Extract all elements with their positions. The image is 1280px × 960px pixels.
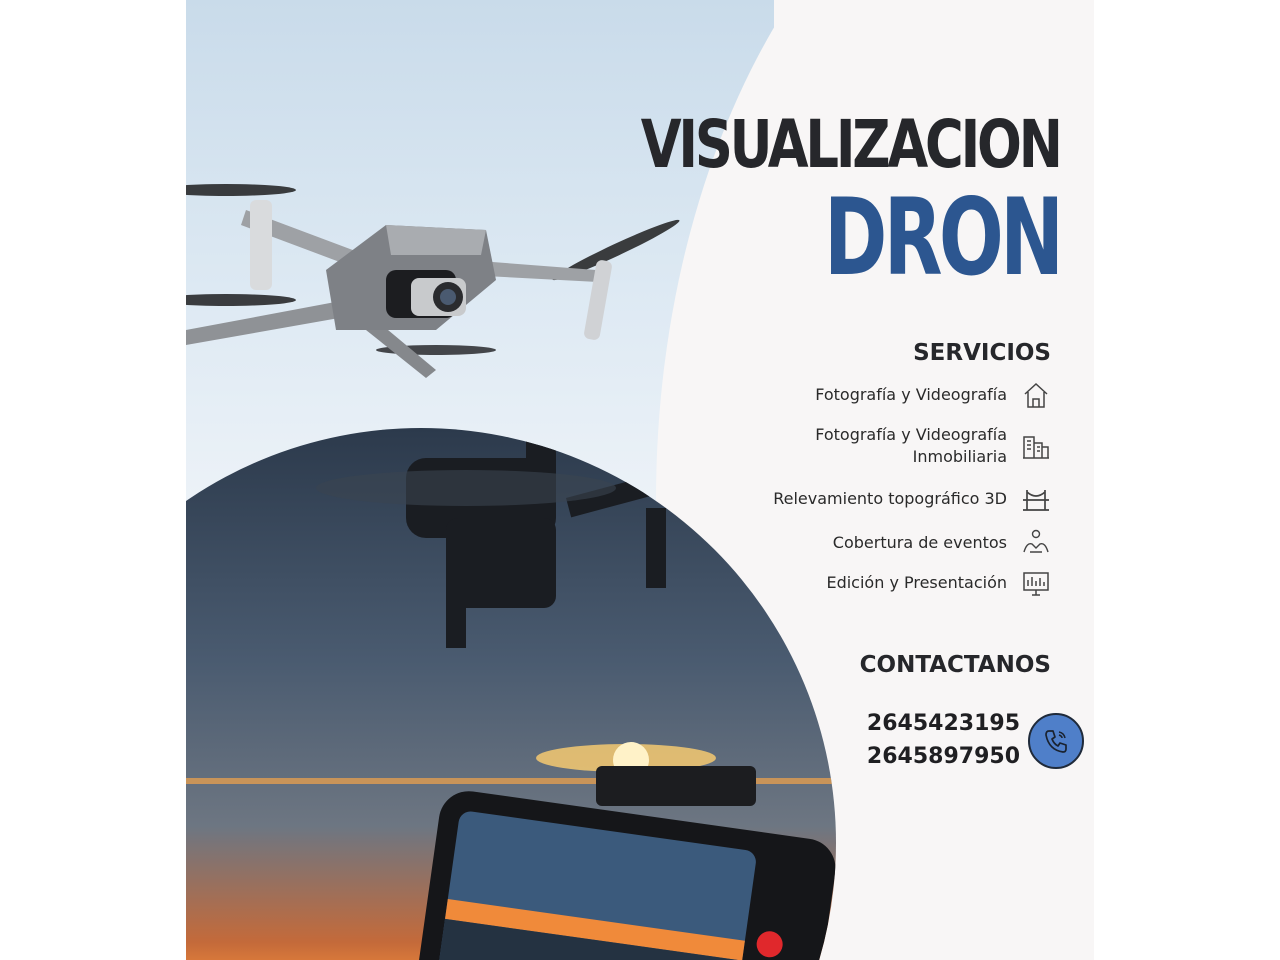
people-handshake-icon	[1021, 528, 1051, 558]
call-button[interactable]	[1028, 713, 1084, 769]
service-label: Relevamiento topográfico 3D	[773, 489, 1007, 508]
title-visualizacion: VISUALIZACION	[641, 106, 1060, 183]
service-item-topography	[773, 484, 1051, 514]
service-label: Edición y Presentación	[826, 573, 1007, 592]
phone-numbers	[867, 707, 1020, 773]
house-icon	[1021, 380, 1051, 410]
bridge-icon	[1021, 484, 1051, 514]
service-item-events	[833, 528, 1051, 558]
service-label: Fotografía y Videografía Inmobiliaria	[815, 425, 1007, 466]
service-item-photo-video	[815, 380, 1051, 410]
phone-number[interactable]: 2645897950	[866, 744, 1020, 769]
sunset-photo	[186, 428, 836, 960]
service-item-editing	[826, 568, 1051, 598]
monitor-chart-icon	[1021, 568, 1051, 598]
phone-number[interactable]: 2645423195	[866, 711, 1020, 736]
service-label: Fotografía y Videografía	[815, 385, 1007, 404]
title-dron: DRON	[823, 176, 1060, 299]
phone-icon	[1041, 726, 1071, 756]
service-label: Cobertura de eventos	[832, 533, 1007, 552]
services-heading: SERVICIOS	[913, 340, 1051, 366]
service-item-real-estate	[815, 424, 1051, 468]
poster	[186, 0, 1094, 960]
contact-heading: CONTACTANOS	[859, 652, 1051, 678]
drone-image	[186, 160, 706, 400]
buildings-icon	[1021, 431, 1051, 461]
